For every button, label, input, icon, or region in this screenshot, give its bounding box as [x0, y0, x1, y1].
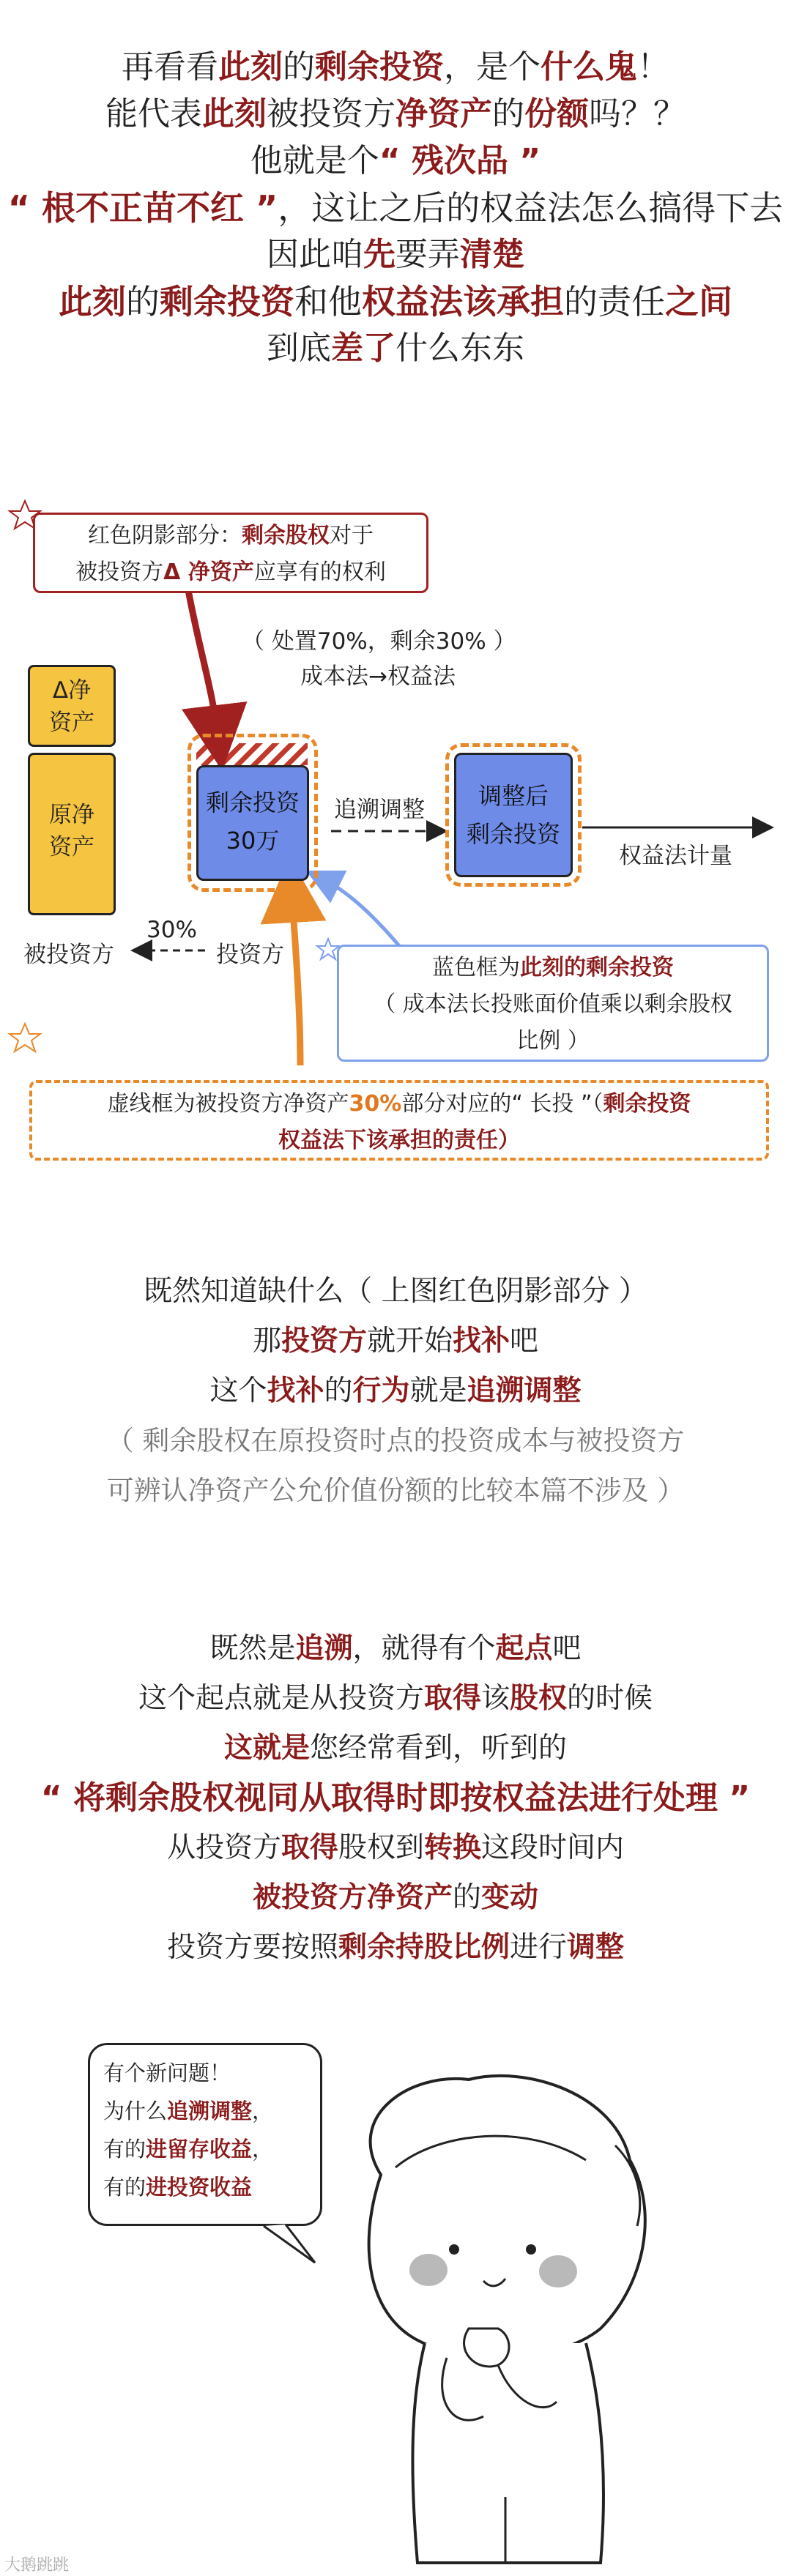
- investee-label: 被投资方: [23, 942, 114, 968]
- red-arrow: [187, 582, 218, 738]
- text: 的: [324, 1374, 353, 1407]
- intro-line-4: [0, 185, 791, 231]
- text: 对于: [330, 523, 374, 548]
- highlight: 剩余投资: [160, 282, 294, 321]
- bubble-tail: [264, 2225, 315, 2263]
- highlight: 之间: [665, 282, 732, 321]
- highlight: 取得: [281, 1831, 338, 1864]
- red-note-line-2: [35, 554, 426, 591]
- text: 这段时间内: [481, 1831, 625, 1864]
- retro-line-2: [0, 1674, 791, 1724]
- highlight: 30%: [349, 1091, 402, 1117]
- investor-label: 投资方: [216, 942, 284, 968]
- retro-line-3: [0, 1724, 791, 1773]
- intro-line-1: [0, 44, 791, 91]
- text: 的: [283, 48, 315, 86]
- highlight: 这就是: [223, 1732, 310, 1765]
- orange-note-line-2: [32, 1123, 766, 1159]
- original-net-label: 原净资产: [49, 802, 94, 860]
- retro-label: 追溯调整: [334, 797, 425, 823]
- delta-net-assets-box: [28, 665, 116, 747]
- highlight: 差了: [331, 330, 396, 367]
- text: 吧: [510, 1325, 539, 1358]
- highlight: ）: [498, 1128, 520, 1153]
- retro-line-4: “ 将剩余股权视同从取得时即按权益法进行处理 ”: [40, 1779, 751, 1817]
- text: 股权到: [338, 1831, 424, 1864]
- eye-right: [526, 2244, 536, 2255]
- star-icon: [10, 1024, 40, 1051]
- adjusted-label-1: 调整后: [478, 782, 549, 810]
- text: 虚线框为被投资方净资产: [107, 1091, 349, 1117]
- highlight: 被投资方净资产: [252, 1881, 453, 1914]
- text: 应享有的权利: [253, 559, 386, 585]
- intro-line-2: [0, 91, 791, 138]
- highlight: 投资方: [281, 1325, 367, 1358]
- text: 蓝色框为: [432, 955, 520, 980]
- highlight: 清楚: [460, 236, 524, 273]
- highlight: 进投资收益: [146, 2175, 253, 2200]
- highlight: 权益法该承担: [362, 282, 564, 321]
- method-change-note: 成本法→权益法: [300, 663, 456, 690]
- pct-label: 30%: [146, 917, 197, 943]
- highlight: 权益法下该承担的责任: [278, 1128, 498, 1153]
- character-head: [369, 2076, 645, 2357]
- text: 有的: [103, 2137, 146, 2162]
- highlight: “ 残次品 ”: [379, 142, 541, 179]
- equity-diagram: [0, 469, 791, 1194]
- text: 红色阴影部分：: [88, 523, 242, 548]
- intro-line-7: [0, 325, 791, 372]
- text: 的: [452, 1881, 481, 1914]
- know-line-3: [0, 1366, 791, 1416]
- text: 再看看: [122, 48, 218, 86]
- blue-note: [337, 945, 769, 1062]
- highlight: 追溯: [295, 1632, 353, 1665]
- text: 就是: [409, 1374, 467, 1407]
- know-text: [0, 1267, 791, 1516]
- text: 什么东东: [396, 330, 524, 367]
- text: 被投资方: [267, 95, 396, 133]
- delta-net-label: Δ净资产: [49, 677, 94, 736]
- highlight: 什么鬼: [541, 48, 637, 86]
- highlight: 找补: [453, 1325, 510, 1358]
- highlight: 此刻: [59, 282, 126, 321]
- know-line-1: 既然知道缺什么（ 上图红色阴影部分 ）: [144, 1275, 647, 1308]
- text: ，: [252, 2137, 274, 2162]
- retro-line-1: [0, 1624, 791, 1674]
- red-note: [33, 513, 428, 593]
- text: 那: [252, 1325, 281, 1358]
- text: ，是个: [444, 48, 541, 86]
- text: 吗？？: [589, 95, 686, 133]
- text: 从投资方: [166, 1831, 281, 1864]
- text: 要弄: [396, 236, 460, 273]
- highlight: 此刻的剩余投资: [520, 955, 674, 980]
- text: 的责任: [564, 282, 665, 321]
- text: 您经常看到，听到的: [310, 1732, 568, 1765]
- highlight: 剩余股权: [242, 523, 330, 548]
- comic-panel: [0, 2021, 791, 2576]
- highlight: 追溯调整: [167, 2099, 253, 2123]
- retro-text: [0, 1624, 791, 1973]
- text: 能代表: [105, 95, 202, 133]
- highlight: “ 根不正苗不红 ”: [7, 188, 278, 228]
- highlight: 追溯调整: [467, 1374, 582, 1407]
- highlight: 行为: [352, 1374, 410, 1407]
- text: 投资方要按照: [166, 1931, 338, 1964]
- highlight: 找补: [267, 1374, 324, 1407]
- text: 进行: [510, 1931, 568, 1964]
- text: ！: [637, 48, 669, 86]
- blue-note-line-3: 比例 ）: [516, 1028, 590, 1054]
- intro-line-5: [0, 231, 791, 278]
- remaining-investment-box: [196, 765, 309, 881]
- highlight: 剩余投资: [315, 48, 444, 86]
- text: 这个: [209, 1374, 267, 1407]
- highlight: 份额: [524, 95, 589, 133]
- text: ，这让之后的权益法怎么搞得下去: [278, 188, 784, 228]
- adjusted-investment-box: [454, 753, 573, 877]
- highlight: 先: [363, 236, 396, 273]
- text: 就开始: [366, 1325, 453, 1358]
- retro-line-6: [0, 1873, 791, 1923]
- star-icon: [317, 939, 339, 959]
- remaining-label: 剩余投资: [205, 789, 300, 816]
- highlight: 股权: [510, 1682, 568, 1715]
- highlight: 此刻: [202, 95, 267, 133]
- intro-line-3: [0, 138, 791, 185]
- know-line-5: 可辨认净资产公允价值份额的比较本篇不涉及 ）: [106, 1475, 685, 1506]
- retro-line-7: [0, 1923, 791, 1973]
- orange-note: [29, 1080, 769, 1161]
- red-note-line-1: [35, 518, 426, 554]
- retro-line-5: [0, 1823, 791, 1873]
- text: ，就得有个: [352, 1632, 496, 1665]
- text: 到底: [267, 330, 331, 367]
- equity-method-label: 权益法计量: [619, 843, 732, 869]
- text: 因此咱: [267, 236, 363, 273]
- disposal-note: （ 处置70%，剩余30% ）: [242, 628, 516, 655]
- text: 部分对应的“ 长投 ”（: [401, 1091, 604, 1117]
- text: 吧: [552, 1632, 582, 1665]
- know-line-2: [0, 1317, 791, 1366]
- highlight: 调整: [567, 1931, 625, 1964]
- adjusted-label-2: 剩余投资: [466, 820, 560, 848]
- remaining-amount: 30万: [226, 827, 280, 855]
- text: 这个起点就是从投资方: [138, 1682, 424, 1715]
- highlight: 进留存收益: [146, 2137, 253, 2162]
- text: 该: [480, 1682, 510, 1715]
- original-net-assets-box: [28, 753, 116, 915]
- highlight: 变动: [481, 1881, 539, 1914]
- character-body: [412, 2343, 603, 2563]
- bubble-line-1: 有个新问题！: [103, 2061, 231, 2085]
- orange-arrow: [291, 890, 300, 1065]
- text: 有的: [103, 2175, 146, 2200]
- text: ，: [252, 2099, 274, 2123]
- text: 他就是个: [250, 142, 379, 179]
- eye-left: [449, 2244, 459, 2255]
- highlight: 转换: [424, 1831, 482, 1864]
- text: 的: [126, 282, 160, 321]
- blue-note-line-2: （ 成本法长投账面价值乘以剩余股权: [374, 991, 732, 1017]
- cheek-right: [539, 2255, 577, 2287]
- text: 既然是: [209, 1632, 296, 1665]
- highlight: 起点: [495, 1632, 553, 1665]
- intro-text: [0, 44, 791, 372]
- highlight: 取得: [423, 1682, 481, 1715]
- text: 被投资方: [75, 559, 164, 585]
- highlight: 剩余投资: [603, 1091, 691, 1117]
- intro-line-6: [0, 278, 791, 325]
- watermark: 大鹅跳跳: [4, 2556, 70, 2575]
- text: 为什么: [103, 2099, 168, 2123]
- know-line-4: （ 剩余股权在原投资时点的投资成本与被投资方: [106, 1425, 685, 1456]
- highlight: 剩余持股比例: [338, 1931, 510, 1964]
- highlight: 此刻: [218, 48, 283, 86]
- highlight: 净资产: [396, 95, 492, 133]
- text: 的: [492, 95, 524, 133]
- cheek-left: [409, 2254, 448, 2286]
- blue-note-line-1: [339, 950, 767, 986]
- highlight: Δ 净资产: [163, 559, 254, 585]
- text: 的时候: [567, 1682, 653, 1715]
- orange-note-line-1: [32, 1086, 766, 1123]
- thinking-character-illustration: [0, 2021, 791, 2576]
- text: 和他: [294, 282, 362, 321]
